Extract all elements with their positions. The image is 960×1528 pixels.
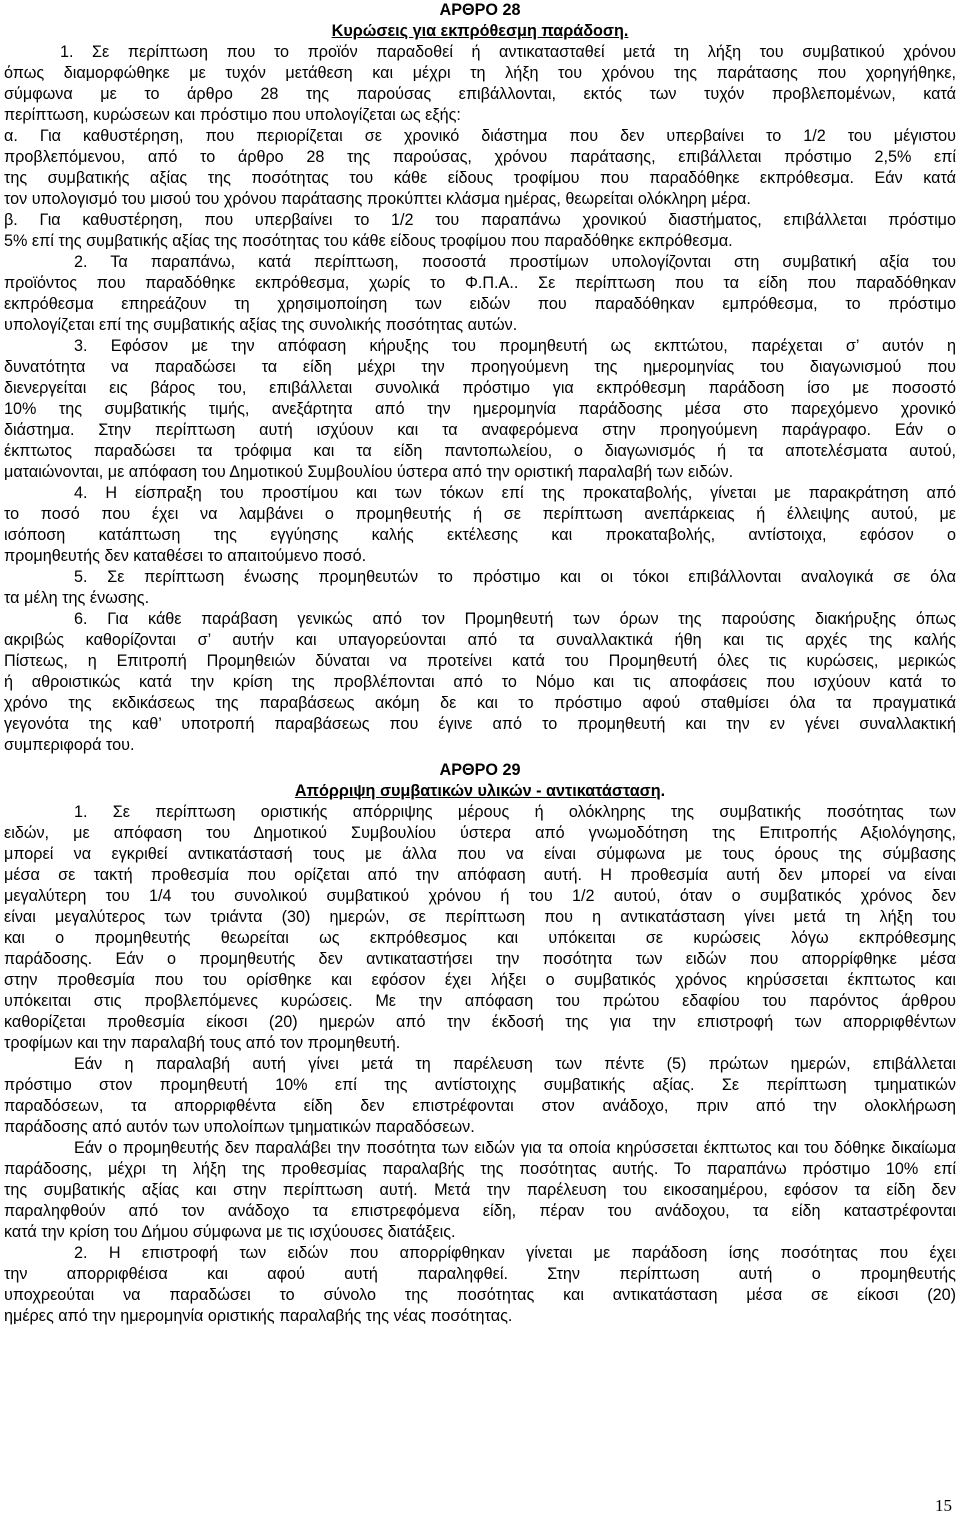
article-29-line: 2. Η επιστροφή των ειδών που απορρίφθηκαν γίνεται με παράδοση ίσης ποσότητας που έχει <box>74 1244 956 1262</box>
article-28-line: 5% επί της συμβατικής αξίας της ποσότητας του κάθε είδους τροφίμου που παραδόθηκε εκπρόθεσμα. <box>4 232 733 250</box>
article-28-line: ισόποση κατάπτωση της εγγύησης καλής εκτέλεσης και προκαταβολής, αντίστοιχα, εφόσον ο <box>4 526 956 544</box>
article-28-line: ή αθροιστικώς κατά την κρίση της προβλέπονται από το Νόμο και τις αποφάσεις που ισχύουν κατά το <box>4 673 956 691</box>
article-28-line: 2. Τα παραπάνω, κατά περίπτωση, ποσοστά προστίμων υπολογίζονται στη συμβατική αξία του <box>74 253 956 271</box>
article-29-line: 1. Σε περίπτωση οριστικής απόρριψης μέρους ή ολόκληρης της συμβατικής ποσότητας των <box>74 803 956 821</box>
article-28-line: υπολογίζεται επί της συμβατικής αξίας της συνολικής ποσότητας αυτών. <box>4 316 518 334</box>
article-29-line: παραδόσεων, τα απορριφθέντα είδη δεν επιστρέφονται στον ανάδοχο, πριν από την ολοκλήρωση <box>4 1097 956 1115</box>
article-28-line: έκπτωτος παραδώσει τα τρόφιμα και τα είδη παντοπωλείου, ο διαγωνισμός ή τα αποτελέσματα αυτού, <box>4 442 956 460</box>
article-28-line: διενεργείται εις βάρος του, επιβάλλεται συνολικά πρόστιμο για εκπρόθεσμη παράδοση ίσο με ποσοστό <box>4 379 956 397</box>
article-28-heading: ΑΡΘΡΟ 28 <box>439 1 521 19</box>
article-28-line: β. Για καθυστέρηση, που υπερβαίνει το 1/2 του παραπάνω χρονικού διαστήματος, επιβάλλεται πρόστιμο <box>4 211 956 229</box>
article-29-line: πρόστιμο στον προμηθευτή 10% επί της αντίστοιχης συμβατικής αξίας. Σε περίπτωση τμηματικών <box>4 1076 956 1094</box>
article-28-line: Πίστεως, η Επιτροπή Προμηθειών δύναται να προτείνει κατά του Προμηθευτή όλες τις κυρώσεις, μερικώς <box>4 652 956 670</box>
article-28-line: προμηθευτής δεν καταθέσει το απαιτούμενο ποσό. <box>4 547 367 565</box>
article-29-line: καθορίζεται προθεσμία είκοσι (20) ημερών από την έκδοσή της για την επιστροφή των απορριφθέντων <box>4 1013 956 1031</box>
article-28-line: τον υπολογισμό του μισού του χρόνου παράτασης προκύπτει κλάσμα ημέρας, θεωρείται ολόκληρη μέρα. <box>4 190 751 208</box>
article-29-line: της συμβατικής αξίας και στην περίπτωση αυτή. Μετά την παρέλευση του εικοσαημέρου, εφόσον τα είδη δεν <box>4 1181 956 1199</box>
article-28-line: ακριβώς καθορίζονται σ’ αυτήν και υπαγορεύονται από τα συναλλακτικά ήθη και τις αρχές της καλής <box>4 631 956 649</box>
article-29-line: παράδοσης, μέχρι τη λήξη της προθεσμίας παραλαβής της ποσότητας αυτής. Το παραπάνω πρόστιμο 10% επί <box>4 1160 956 1178</box>
article-28-line: 5. Σε περίπτωση ένωσης προμηθευτών το πρόστιμο και οι τόκοι επιβάλλονται αναλογικά σε όλα <box>74 568 956 586</box>
article-29-line: τροφίμων και την παραλαβή τους από τον προμηθευτή. <box>4 1034 401 1052</box>
article-29-line: ημέρες από την ημερομηνία οριστικής παραλαβής της νέας ποσότητας. <box>4 1307 513 1325</box>
article-28-line: 6. Για κάθε παράβαση γενικώς από τον Προμηθευτή των όρων της παρούσης διακήρυξης όπως <box>74 610 956 628</box>
article-28-line: διάστημα. Στην περίπτωση αυτή ισχύουν και τα αναφερόμενα στην προηγούμενη παράγραφο. Εάν ο <box>4 421 956 439</box>
article-29-line: Εάν η παραλαβή αυτή γίνει μετά τη παρέλευση των πέντε (5) πρώτων ημερών, επιβάλλεται <box>74 1055 956 1073</box>
article-28-line: 3. Εφόσον με την απόφαση κήρυξης του προμηθευτή ως εκπτώτου, παρέχεται σ’ αυτόν η <box>74 337 956 355</box>
article-28-line: γεγονότα της καθ’ υποτροπή παραβάσεως που έγινε από το προμηθευτή και την εν γένει συναλλακτική <box>4 715 956 733</box>
article-29-line: είναι μεγαλύτερος των τριάντα (30) ημερών, σε περίπτωση που η αντικατάσταση γίνει μετά τη λήξη του <box>4 908 956 926</box>
page-number: 15 <box>935 1496 952 1515</box>
article-29-line: μπορεί να εγκριθεί αντικατάστασή τους με άλλα που να είναι σύμφωνα με τους όρους της σύμβασης <box>4 845 956 863</box>
article-29-line: υποχρεούται να παραδώσει το σύνολο της ποσότητας και αντικατάσταση μέσα σε είκοσι (20) <box>4 1286 956 1304</box>
article-28-line: εκπρόθεσμα επηρεάζουν τη χρησιμοποίηση των ειδών που παραδόθηκαν εμπρόθεσμα, το πρόστιμο <box>4 295 956 313</box>
article-28-line: 1. Σε περίπτωση που το προϊόν παραδοθεί ή αντικατασταθεί μετά τη λήξη του συμβατικού χρόνου <box>60 43 956 61</box>
article-28-line: δυνατότητα να παραδώσει τα είδη μέχρι την προηγούμενη της ημερομηνίας του διαγωνισμού που <box>4 358 956 376</box>
article-28-line: χρόνο της εκδικάσεως της παραβάσεως ακόμη δε και το πρόστιμο αφού σταθμίσει όλα τα πραγματικά <box>4 694 956 712</box>
article-28-line: α. Για καθυστέρηση, που περιορίζεται σε χρονικό διάστημα που δεν υπερβαίνει το 1/2 του μέγιστου <box>4 127 956 145</box>
article-28-line: τα μέλη της ένωσης. <box>4 589 150 607</box>
article-28-line: περίπτωση, κυρώσεων και πρόστιμο που υπολογίζεται ως εξής: <box>4 106 461 124</box>
article-29-line: μεγαλύτερη του 1/4 του συνολικού συμβατικού χρόνου ή του 1/2 αυτού, όταν ο συμβατικός χρόνος δεν <box>4 887 956 905</box>
article-28-line: προϊόντος που παραδόθηκε εκπρόθεσμα, χωρίς το Φ.Π.Α.. Σε περίπτωση που τα είδη που παραδόθηκαν <box>4 274 956 292</box>
article-29-line: παράδοσης από αυτόν των υπολοίπων τμηματικών παραδόσεων. <box>4 1118 475 1136</box>
article-29-line: παράδοσης. Εάν ο προμηθευτής δεν αντικαταστήσει την ποσότητα των ειδών που απορρίφθηκε μέσα <box>4 950 956 968</box>
article-29-line: κατά την κρίση του Δήμου σύμφωνα με τις ισχύουσες διατάξεις. <box>4 1223 456 1241</box>
article-29-title-period: . <box>660 782 666 800</box>
article-28-line: της συμβατικής αξίας της ποσότητας του κάθε είδους τροφίμου που παραδόθηκε εκπρόθεσμα. Εάν κατά <box>4 169 956 187</box>
article-29-title-text: Απόρριψη συμβατικών υλικών - αντικατάσταση <box>294 782 661 800</box>
article-28-line: σύμφωνα με το άρθρο 28 της παρούσας επιβάλλονται, εκτός των τυχόν προβλεπομένων, κατά <box>4 85 956 103</box>
article-28-line: συμπεριφορά του. <box>4 736 135 754</box>
article-29-line: παραληφθούν από τον ανάδοχο τα επιστρεφόμενα είδη, πέραν του ανάδοχου, τα είδη καταστρέφονται <box>4 1202 956 1220</box>
article-29-line: μέσα σε τακτή προθεσμία που ορίζεται από την απόφαση αυτή. Η προθεσμία αυτή δεν μπορεί να είναι <box>4 866 956 884</box>
article-28-line: προβλεπόμενου, από το άρθρο 28 της παρούσας, χρόνου παράτασης, επιβάλλεται πρόστιμο 2,5% επί <box>4 148 956 166</box>
article-28-title: Κυρώσεις για εκπρόθεσμη παράδοση. <box>331 22 629 40</box>
article-29-line: και ο προμηθευτής θεωρείται ως εκπρόθεσμος και υπόκειται σε κυρώσεις λόγω εκπρόθεσμης <box>4 929 956 947</box>
article-29-line: Εάν ο προμηθευτής δεν παραλάβει την ποσότητα των ειδών για τα οποία κηρύσσεται έκπτωτος και του δόθηκε δικαίωμα <box>74 1139 956 1157</box>
article-29-title <box>4 781 956 802</box>
article-29-line: την απορριφθέισα και αφού αυτή παραληφθεί. Στην περίπτωση αυτή ο προμηθευτής <box>4 1265 956 1283</box>
article-29-line: υπόκειται στις προβλεπόμενες κυρώσεις. Με την απόφαση του πρώτου εδαφίου του παρόντος άρθρου <box>4 992 956 1010</box>
article-28-line: όπως διαμορφώθηκε με τυχόν μετάθεση και μέχρι τη λήξη του χρόνου της παράτασης που χορηγήθηκε, <box>4 64 956 82</box>
article-29-line: στην προθεσμία που του ορίσθηκε και εφόσον έχει λήξει ο συμβατικός χρόνος κηρύσσεται έκπτωτος και <box>4 971 956 989</box>
article-28-line: ματαιώνονται, με απόφαση του Δημοτικού Συμβουλίου ύστερα από την οριστική παραλαβή των ειδών. <box>4 463 734 481</box>
article-28-line: 4. Η είσπραξη του προστίμου και των τόκων επί της προκαταβολής, γίνεται με παρακράτηση από <box>74 484 956 502</box>
article-29-heading: ΑΡΘΡΟ 29 <box>439 761 521 779</box>
article-28-line: το ποσό που έχει να λαμβάνει ο προμηθευτής ή σε περίπτωση ανεπάρκειας ή έλλειψης αυτού, με <box>4 505 956 523</box>
article-29-line: ειδών, με απόφαση του Δημοτικού Συμβουλίου ύστερα από γνωμοδότηση της Επιτροπής Αξιολόγησης, <box>4 824 956 842</box>
article-28-line: 10% της συμβατικής τιμής, ανεξάρτητα από την ημερομηνία παράδοσης μέσα στο παρεχόμενο χρονικό <box>4 400 956 418</box>
